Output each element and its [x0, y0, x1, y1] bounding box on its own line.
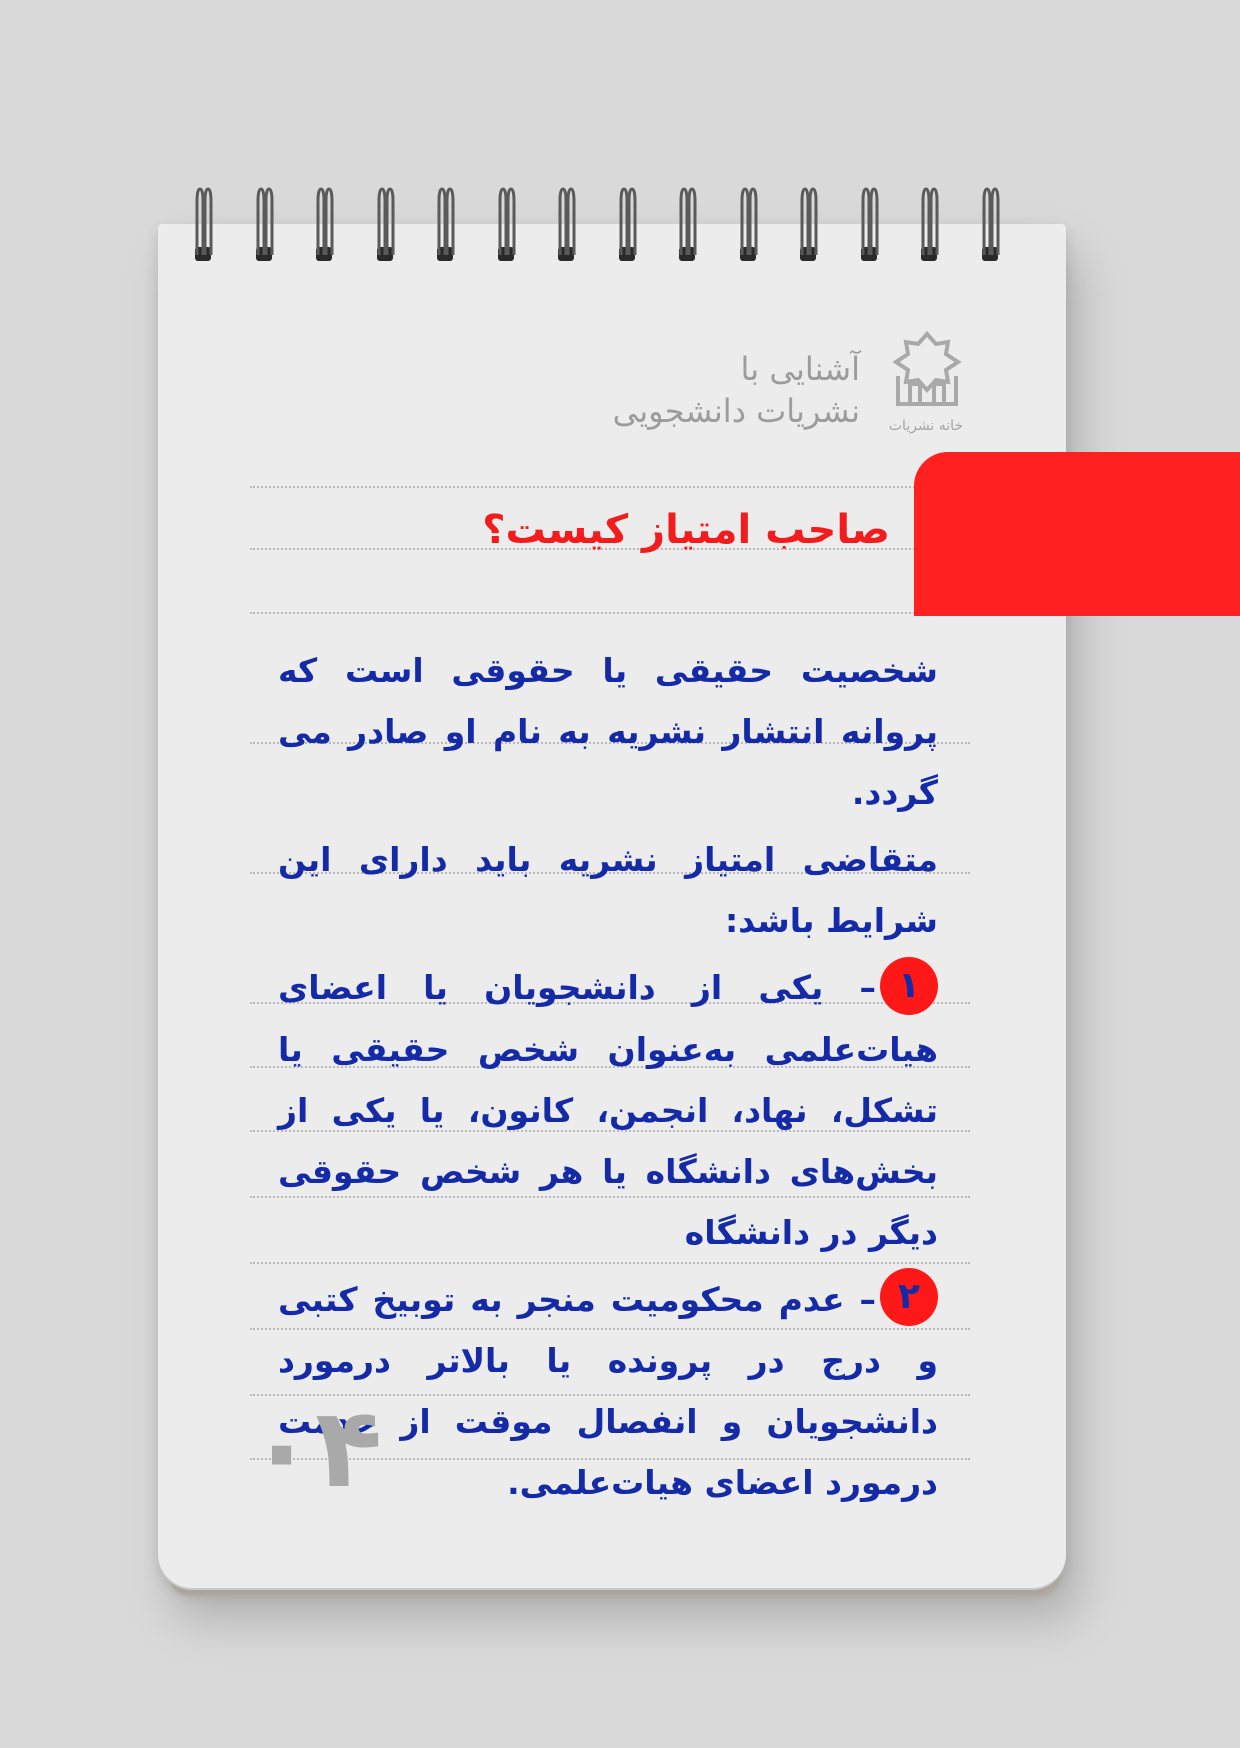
- ruled-line: [250, 612, 970, 614]
- spiral-ring: [551, 185, 581, 275]
- brand-line-1: آشنایی با: [740, 350, 860, 388]
- spiral-ring: [370, 185, 400, 275]
- page-title: صاحب امتیاز کیست؟: [482, 507, 890, 553]
- spiral-ring: [188, 185, 218, 275]
- brand-caption: [600, 348, 860, 432]
- condition-text: یکی از دانشجویان یا اعضای هیات‌علمی به‌عنوان شخص حقیقی یا تشکل، نهاد، انجمن، کانون، یا یکی از بخش‌های دانشگاه یا هر شخص حقوقی دیگر در دانشگاه: [278, 968, 938, 1252]
- spiral-ring: [854, 185, 884, 275]
- requirements-intro: متقاضی امتیاز نشریه باید دارای این شرایط باشد:: [278, 840, 938, 940]
- spiral-ring: [975, 185, 1005, 275]
- brand-line-2: نشریات دانشجویی: [612, 392, 860, 430]
- spiral-ring: [249, 185, 279, 275]
- condition-item-1: ۱– یکی از دانشجویان یا اعضای هیات‌علمی به‌عنوان شخص حقیقی یا تشکل، نهاد، انجمن، کانون، یا یکی از بخش‌های دانشگاه یا هر شخص حقوقی دیگر در دانشگاه: [278, 957, 938, 1263]
- condition-number-badge: ۱: [880, 957, 938, 1015]
- spiral-ring: [914, 185, 944, 275]
- condition-text: عدم محکومیت منجر به توبیخ کتبی و درج در پرونده یا بالاتر درمورد دانشجویان و انفصال موقت از خدمت درمورد اعضای هیات‌علمی.: [278, 1279, 938, 1502]
- definition-paragraph: شخصیت حقیقی یا حقوقی است که پروانه انتشار نشریه به نام او صادر می گردد.: [278, 651, 938, 812]
- body-text: [278, 640, 938, 1513]
- red-bookmark-tab: [914, 452, 1240, 616]
- spiral-ring: [733, 185, 763, 275]
- condition-number-badge: ۲: [880, 1268, 938, 1326]
- condition-item-2: ۲– عدم محکومیت منجر به توبیخ کتبی و درج در پرونده یا بالاتر درمورد دانشجویان و انفصال موقت از خدمت درمورد اعضای هیات‌علمی.: [278, 1269, 938, 1514]
- spiral-ring: [309, 185, 339, 275]
- spiral-ring: [672, 185, 702, 275]
- spiral-binding: [0, 185, 1240, 275]
- ruled-line: [250, 486, 970, 488]
- spiral-ring: [793, 185, 823, 275]
- spiral-ring: [491, 185, 521, 275]
- spiral-ring: [430, 185, 460, 275]
- page-number: ۰۴: [248, 1384, 383, 1512]
- logo-caption: خانه نشریات: [888, 418, 964, 434]
- spiral-ring: [612, 185, 642, 275]
